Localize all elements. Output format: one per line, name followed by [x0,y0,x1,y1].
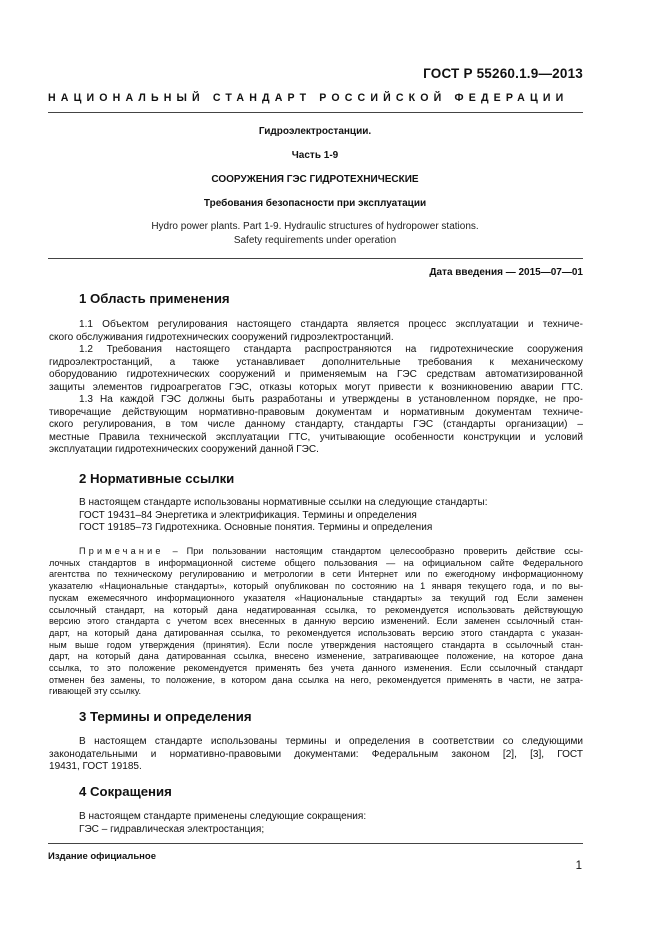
section-2-line: ГОСТ 19185–73 Гидротехника. Основные понятия. Термины и определения [79,522,433,533]
section-3-line: законодательными и нормативно-правовыми документами: Федеральным законом [2], [3], ГОСТ [49,748,583,760]
section-2-note [49,546,583,698]
section-4-body [79,811,583,836]
section-4-line: В настоящем стандарте применены следующие сокращения: [79,811,367,822]
title-line-3: СООРУЖЕНИЯ ГЭС ГИДРОТЕХНИЧЕСКИЕ [211,174,419,185]
note-line: ссылка, то это положение рекомендуется применять без учета данного изменения. Если ссылочный стандарт [49,663,583,674]
title-rule [48,258,583,259]
note-line: пускам ежемесячного информационного указателя «Национальные стандарты» за текущий год Если заменен [49,592,583,603]
national-standard-heading: НАЦИОНАЛЬНЫЙ СТАНДАРТ РОССИЙСКОЙ ФЕДЕРАЦИИ [48,92,569,104]
section-3-body [49,736,583,774]
page-number: 1 [575,860,582,872]
note-line: отменен без замены, то положение, в котором дана ссылка на него, рекомендуется применять в части, не затра- [49,674,583,685]
section-1-line: тиворечащие действующим нормативно-правовым документам и нормативным документам техниче- [49,406,583,418]
section-3-line: В настоящем стандарте использованы термины и определения в соответствии со следующими [79,736,583,747]
section-3-line: 19431, ГОСТ 19185. [49,761,142,772]
title-line-4: Требования безопасности при эксплуатации [203,198,427,209]
note-line: ссылочный стандарт, на который дана недатированная ссылка, то рекомендуется использовать действующую [49,604,583,615]
standard-number: ГОСТ Р 55260.1.9—2013 [423,66,583,81]
note-line: ным выше годом утверждения (принятия). Если после утверждения настоящего стандарта в ссылочный стан- [49,639,583,650]
footer-rule [48,843,583,844]
introduction-date: Дата введения — 2015—07—01 [429,267,583,278]
section-1-line: защиты элементов гидроагрегатов ГЭС, отказы которых могут привести к возникновению аварии ГТС. [49,381,583,393]
note-line: гивающей эту ссылку. [49,686,142,697]
section-4-heading: 4 Сокращения [79,784,172,799]
section-2-line: В настоящем стандарте использованы нормативные ссылки на следующие стандарты: [79,497,488,508]
section-3-heading: 3 Термины и определения [79,709,252,724]
section-1-line: местные Правила технической эксплуатации ГТС, учитывающие особенности конструкции и условий [49,431,583,443]
english-title-line-2: Safety requirements under operation [233,235,397,246]
english-title [60,220,570,248]
note-label: Примечание [79,546,164,556]
section-2-heading: 2 Нормативные ссылки [79,471,235,486]
header-rule [48,112,583,113]
note-line [79,546,583,558]
note-line: версию этого стандарта с учетом всех внесенных в данную версию изменений. Если заменен ссылочный стан- [49,616,583,627]
note-line: указателю «Национальные стандарты», который опубликован по состоянию на 1 января текущего года, и по вы- [49,581,583,592]
section-1-line: 1.3 На каждой ГЭС должны быть разработаны и утверждены в установленном порядке, не про- [79,394,583,405]
official-edition-label: Издание официальное [48,851,156,862]
title-line-1: Гидроэлектростанции. [258,126,372,137]
english-title-line-1: Hydro power plants. Part 1-9. Hydraulic structures of hydropower stations. [151,221,479,232]
section-1-line: 1.1 Объектом регулирования настоящего стандарта является процесс эксплуатации и техниче- [79,319,583,330]
section-2-body [79,497,583,535]
section-1-line: ского обслуживания гидротехнических сооружений гидроэлектростанций. [49,331,394,343]
note-line: агентства по техническому регулированию и метрологии в сети Интернет или по ежегодному информационному [49,569,583,580]
section-1-heading: 1 Область применения [79,291,230,306]
note-line: дарт, на который дана датированная ссылка, то рекомендуется использовать версию этого стандарта с указан- [49,627,583,638]
section-1-body [49,319,583,457]
section-1-line: гидроэлектростанций, а также устанавливает дополнительные требования к механическому [49,356,583,368]
note-line: лочных стандартов в информационной системе общего пользования — на официальном сайте Федерального [49,557,583,568]
section-1-line: ского регулирования, в том числе данному стандарту, стандарты ГЭС (стандарты организации) – [49,419,583,430]
section-1-line: 1.2 Требования настоящего стандарта распространяются на гидротехнические сооружения [79,344,583,355]
section-4-line: ГЭС – гидравлическая электростанция; [79,823,265,835]
title-line-2: Часть 1-9 [291,150,339,161]
section-1-line: эксплуатации гидротехнических сооружений данной ГЭС. [49,444,319,455]
section-2-line: ГОСТ 19431–84 Энергетика и электрификация. Термины и определения [79,509,417,521]
section-1-line: оборудованию гидротехнических сооружений и применяемым на ГЭС средствам автоматизированной [49,369,583,380]
note-line-text: – При пользовании настоящим стандартом целесообразно проверить действие ссы- [163,546,583,556]
note-line: дарт, на который дана датированная ссылка, внесено изменение, затрагивающее положение, на которое дана [49,651,583,662]
